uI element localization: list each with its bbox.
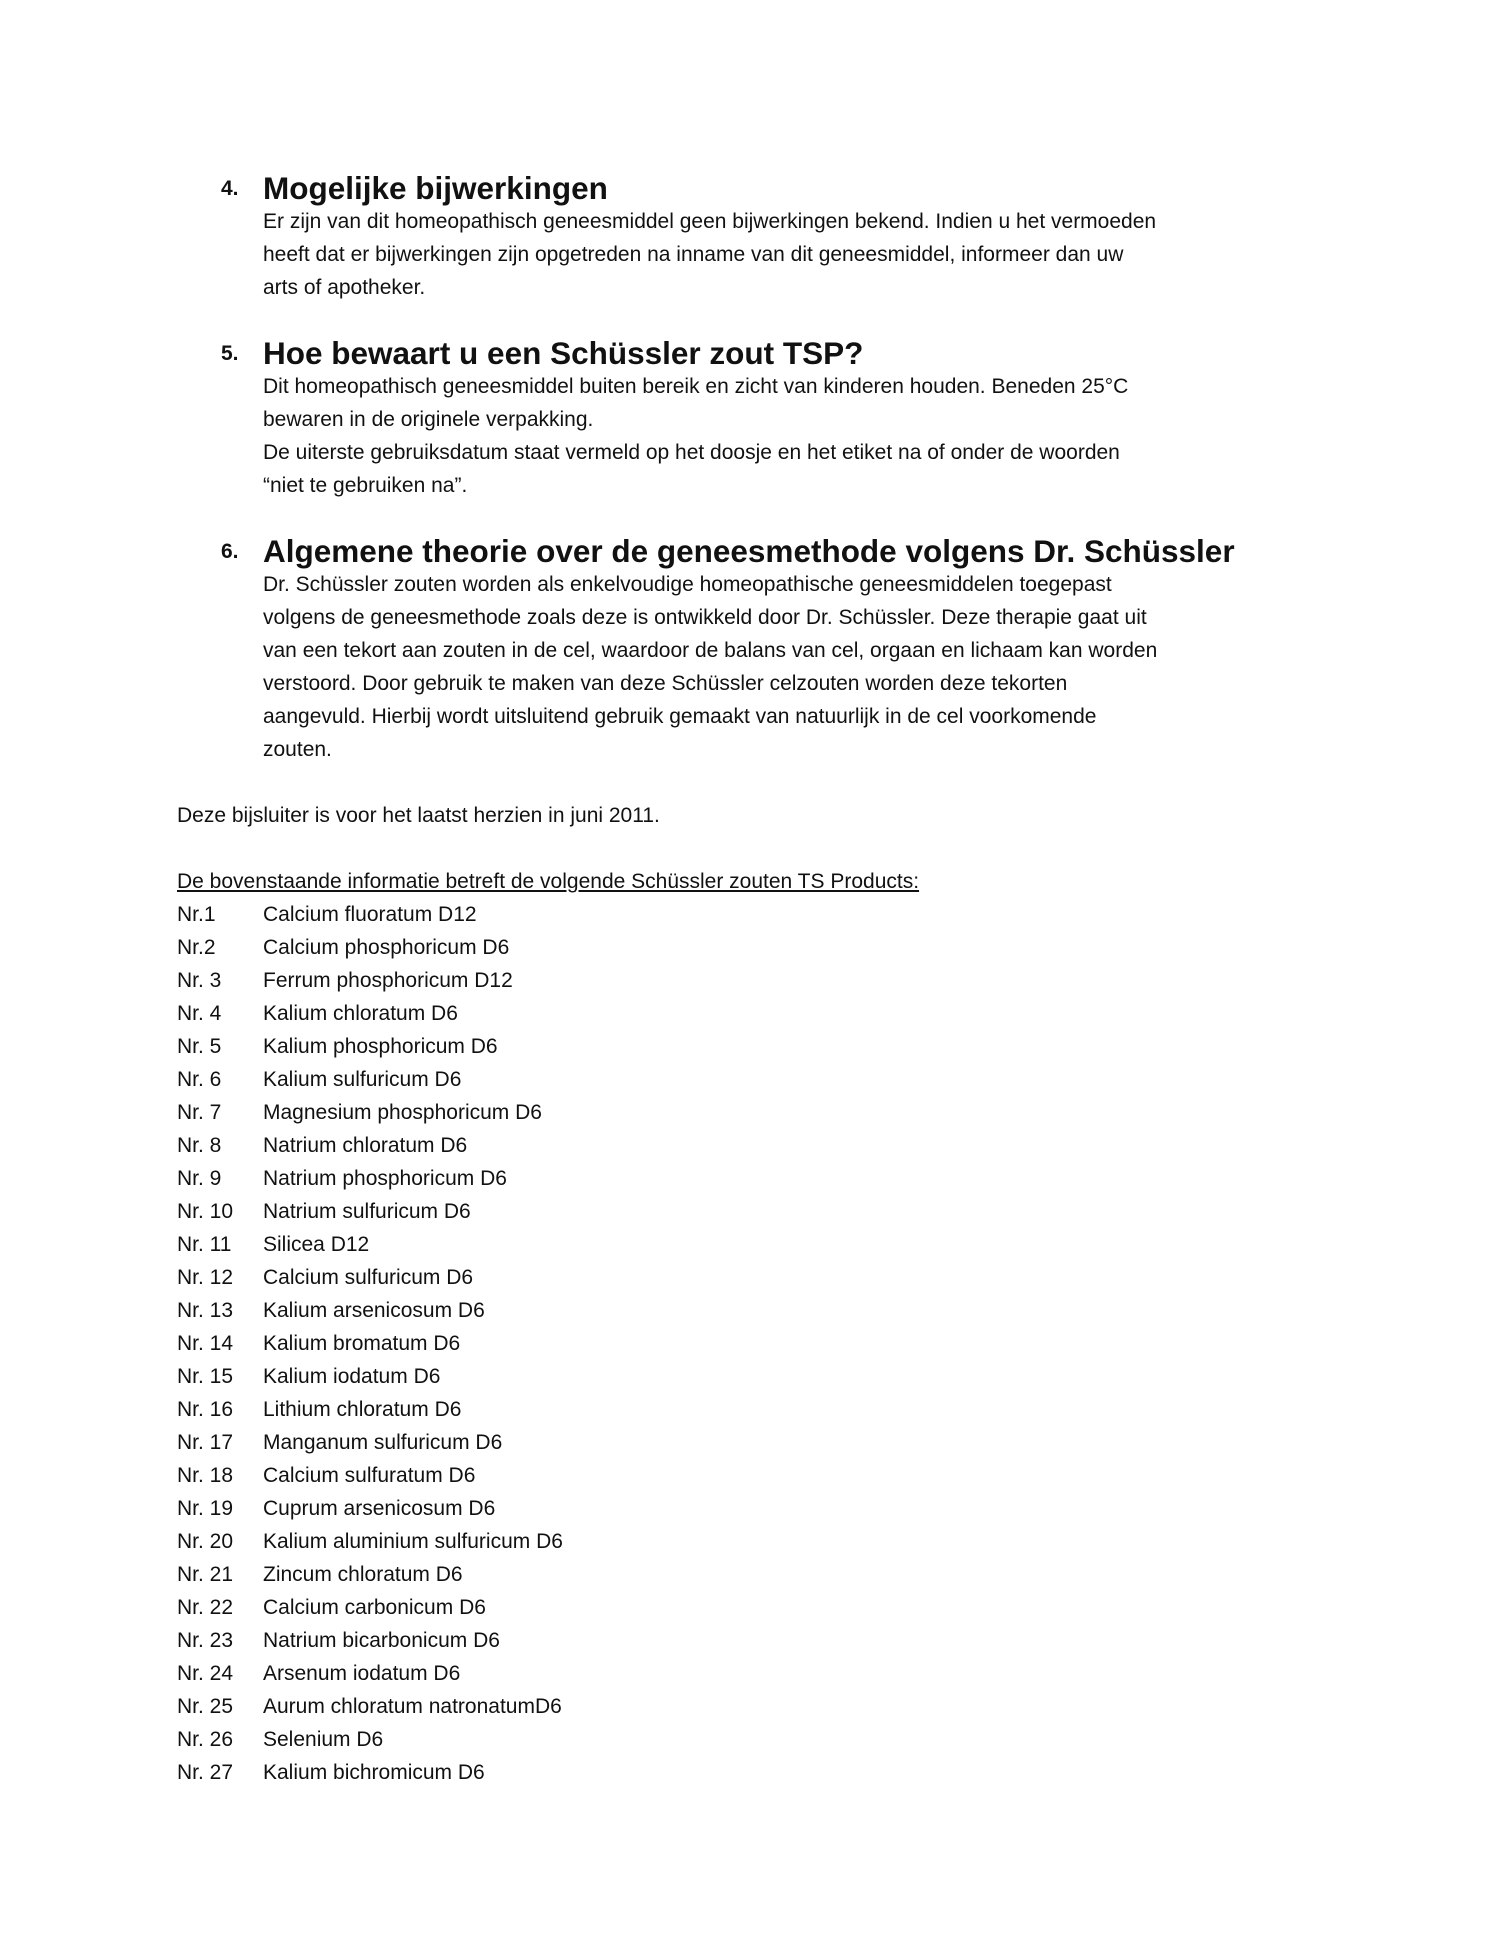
product-nr: Nr. 17 bbox=[177, 1431, 234, 1454]
product-row bbox=[177, 1228, 1434, 1261]
product-row bbox=[177, 1426, 1434, 1459]
product-name: Selenium D6 bbox=[263, 1728, 384, 1751]
product-nr: Nr.1 bbox=[177, 903, 216, 926]
body-line: Dr. Schüssler zouten worden als enkelvoudige homeopathische geneesmiddelen toegepast bbox=[263, 573, 1112, 596]
product-row bbox=[177, 1492, 1434, 1525]
product-name: Magnesium phosphoricum D6 bbox=[263, 1101, 542, 1124]
product-nr: Nr. 11 bbox=[177, 1233, 232, 1256]
product-row bbox=[177, 1624, 1434, 1657]
section-paragraph bbox=[263, 205, 1156, 304]
product-name: Zincum chloratum D6 bbox=[263, 1563, 463, 1586]
section-title: Algemene theorie over de geneesmethode volgens Dr. Schüssler bbox=[263, 533, 1235, 569]
product-name: Kalium bromatum D6 bbox=[263, 1332, 461, 1355]
product-nr: Nr. 27 bbox=[177, 1761, 234, 1784]
product-row bbox=[177, 1327, 1434, 1360]
product-row bbox=[177, 1030, 1434, 1063]
body-line: verstoord. Door gebruik te maken van deze Schüssler celzouten worden deze tekorten bbox=[263, 672, 1068, 695]
section-number: 4. bbox=[221, 177, 239, 200]
section-paragraph bbox=[263, 436, 1128, 502]
product-row bbox=[177, 1558, 1434, 1591]
product-row bbox=[177, 1360, 1434, 1393]
product-row bbox=[177, 1690, 1434, 1723]
product-nr: Nr. 6 bbox=[177, 1068, 222, 1091]
body-line: “niet te gebruiken na”. bbox=[263, 474, 468, 497]
section-number: 5. bbox=[221, 342, 239, 365]
product-name: Silicea D12 bbox=[263, 1233, 370, 1256]
body-line: De uiterste gebruiksdatum staat vermeld op het doosje en het etiket na of onder de woorden bbox=[263, 441, 1120, 464]
product-row bbox=[177, 1063, 1434, 1096]
product-nr: Nr. 21 bbox=[177, 1563, 234, 1586]
body-line: aangevuld. Hierbij wordt uitsluitend gebruik gemaakt van natuurlijk in de cel voorkomende bbox=[263, 705, 1097, 728]
product-name: Lithium chloratum D6 bbox=[263, 1398, 462, 1421]
product-row bbox=[177, 1261, 1434, 1294]
product-row bbox=[177, 1657, 1434, 1690]
product-row bbox=[177, 1591, 1434, 1624]
body-line: zouten. bbox=[263, 738, 332, 761]
product-row bbox=[177, 1294, 1434, 1327]
section-6 bbox=[221, 535, 1434, 766]
product-name: Kalium phosphoricum D6 bbox=[263, 1035, 498, 1058]
product-name: Aurum chloratum natronatumD6 bbox=[263, 1695, 562, 1718]
product-nr: Nr. 23 bbox=[177, 1629, 234, 1652]
product-name: Natrium sulfuricum D6 bbox=[263, 1200, 471, 1223]
product-name: Natrium phosphoricum D6 bbox=[263, 1167, 507, 1190]
product-nr: Nr. 12 bbox=[177, 1266, 234, 1289]
product-nr: Nr. 15 bbox=[177, 1365, 234, 1388]
section-title: Mogelijke bijwerkingen bbox=[263, 170, 608, 206]
product-nr: Nr. 20 bbox=[177, 1530, 234, 1553]
body-line: Er zijn van dit homeopathisch geneesmiddel geen bijwerkingen bekend. Indien u het vermoeden bbox=[263, 210, 1157, 233]
body-line: heeft dat er bijwerkingen zijn opgetreden na inname van dit geneesmiddel, informeer dan uw bbox=[263, 243, 1124, 266]
product-name: Kalium chloratum D6 bbox=[263, 1002, 458, 1025]
product-nr: Nr. 7 bbox=[177, 1101, 222, 1124]
product-name: Calcium fluoratum D12 bbox=[263, 903, 477, 926]
product-nr: Nr. 19 bbox=[177, 1497, 234, 1520]
product-row bbox=[177, 1393, 1434, 1426]
product-nr: Nr. 24 bbox=[177, 1662, 234, 1685]
product-nr: Nr. 14 bbox=[177, 1332, 234, 1355]
product-row bbox=[177, 1723, 1434, 1756]
body-line: volgens de geneesmethode zoals deze is ontwikkeld door Dr. Schüssler. Deze therapie gaat uit bbox=[263, 606, 1147, 629]
product-row bbox=[177, 931, 1434, 964]
product-row bbox=[177, 1129, 1434, 1162]
body-line: Dit homeopathisch geneesmiddel buiten bereik en zicht van kinderen houden. Beneden 25°C bbox=[263, 375, 1129, 398]
product-nr: Nr. 16 bbox=[177, 1398, 234, 1421]
product-nr: Nr. 26 bbox=[177, 1728, 234, 1751]
product-name: Kalium arsenicosum D6 bbox=[263, 1299, 485, 1322]
section-paragraph bbox=[263, 370, 1128, 436]
product-nr: Nr. 5 bbox=[177, 1035, 222, 1058]
body-line: bewaren in de originele verpakking. bbox=[263, 408, 594, 431]
product-row bbox=[177, 1459, 1434, 1492]
product-row bbox=[177, 1195, 1434, 1228]
product-nr: Nr. 9 bbox=[177, 1167, 222, 1190]
product-name: Natrium bicarbonicum D6 bbox=[263, 1629, 500, 1652]
product-row bbox=[177, 1096, 1434, 1129]
product-nr: Nr. 22 bbox=[177, 1596, 234, 1619]
section-paragraph bbox=[263, 568, 1235, 766]
product-list bbox=[177, 898, 1434, 1789]
product-nr: Nr. 18 bbox=[177, 1464, 234, 1487]
section-number: 6. bbox=[221, 540, 239, 563]
body-line: van een tekort aan zouten in de cel, waardoor de balans van cel, orgaan en lichaam kan worden bbox=[263, 639, 1158, 662]
product-name: Calcium sulfuratum D6 bbox=[263, 1464, 476, 1487]
revision-note: Deze bijsluiter is voor het laatst herzien in juni 2011. bbox=[177, 804, 660, 827]
product-name: Calcium carbonicum D6 bbox=[263, 1596, 486, 1619]
product-name: Kalium aluminium sulfuricum D6 bbox=[263, 1530, 563, 1553]
product-nr: Nr. 13 bbox=[177, 1299, 234, 1322]
product-name: Kalium bichromicum D6 bbox=[263, 1761, 485, 1784]
product-name: Kalium sulfuricum D6 bbox=[263, 1068, 462, 1091]
product-nr: Nr. 25 bbox=[177, 1695, 234, 1718]
product-nr: Nr. 10 bbox=[177, 1200, 234, 1223]
product-row bbox=[177, 898, 1434, 931]
product-row bbox=[177, 1756, 1434, 1789]
product-row bbox=[177, 1162, 1434, 1195]
body-line: arts of apotheker. bbox=[263, 276, 426, 299]
products-heading: De bovenstaande informatie betreft de volgende Schüssler zouten TS Products: bbox=[177, 870, 920, 893]
product-row bbox=[177, 964, 1434, 997]
product-nr: Nr.2 bbox=[177, 936, 216, 959]
product-name: Ferrum phosphoricum D12 bbox=[263, 969, 513, 992]
section-4 bbox=[221, 172, 1434, 304]
product-name: Natrium chloratum D6 bbox=[263, 1134, 468, 1157]
product-name: Calcium phosphoricum D6 bbox=[263, 936, 510, 959]
product-name: Calcium sulfuricum D6 bbox=[263, 1266, 474, 1289]
product-row bbox=[177, 997, 1434, 1030]
product-row bbox=[177, 1525, 1434, 1558]
section-title: Hoe bewaart u een Schüssler zout TSP? bbox=[263, 335, 864, 371]
product-name: Kalium iodatum D6 bbox=[263, 1365, 441, 1388]
section-5 bbox=[221, 337, 1434, 502]
product-nr: Nr. 8 bbox=[177, 1134, 222, 1157]
product-name: Manganum sulfuricum D6 bbox=[263, 1431, 503, 1454]
product-nr: Nr. 3 bbox=[177, 969, 222, 992]
product-name: Arsenum iodatum D6 bbox=[263, 1662, 461, 1685]
product-name: Cuprum arsenicosum D6 bbox=[263, 1497, 496, 1520]
product-nr: Nr. 4 bbox=[177, 1002, 222, 1025]
